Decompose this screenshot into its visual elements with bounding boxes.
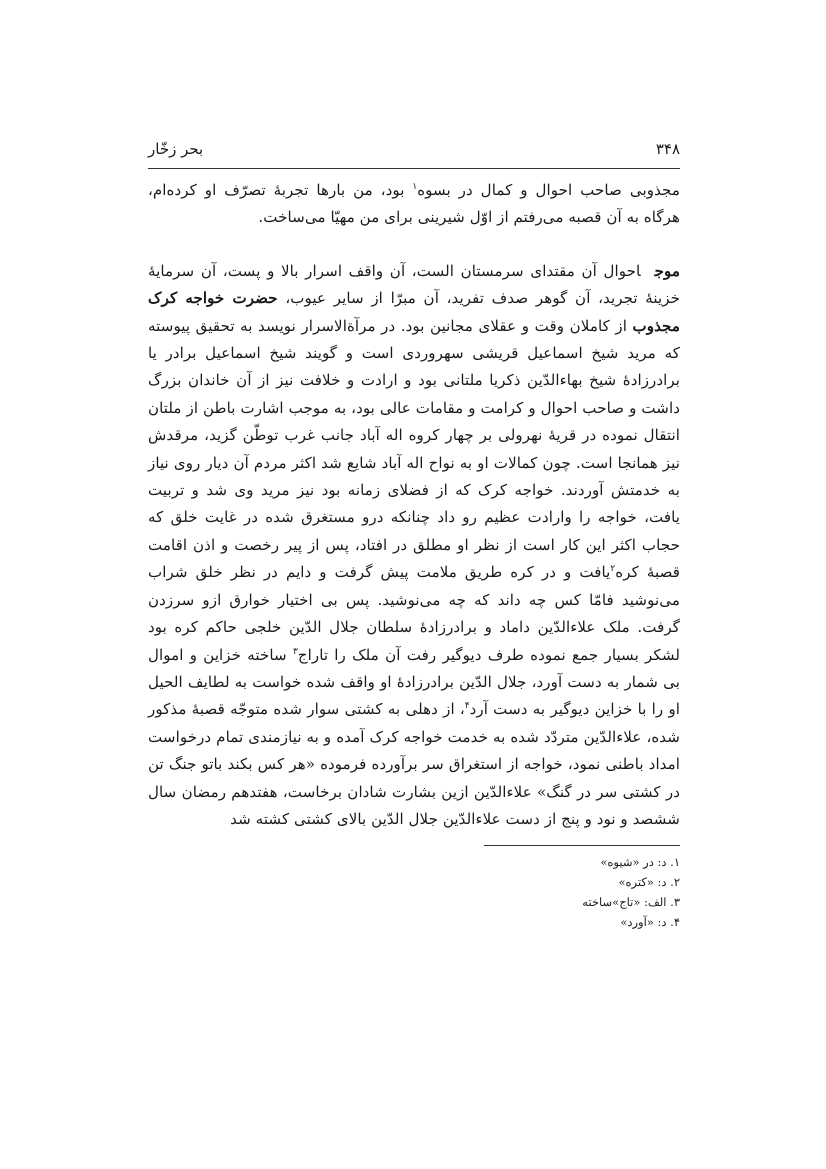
- highlighted-name: حضرت خواجه کرک مجذوب: [148, 289, 680, 335]
- footnote-ref-3[interactable]: ۳: [293, 646, 298, 657]
- footnote-3: ۳. الف: «تاج»ساخته: [582, 895, 680, 910]
- section-heading-mawj: موج: [654, 261, 680, 280]
- paragraph-1: [148, 177, 680, 232]
- footnote-4: ۴. د: «آورد»: [620, 915, 680, 930]
- footnote-ref-1[interactable]: ۱: [412, 181, 418, 192]
- paragraph-2-text-4: ساخته خزاین و اموال بی شمار به دست آورد، جلال الدّین برادرزادهٔ او واقف شده خواست به لطایف الحیل او را با خزاین دیوگیر به دست آرد: [148, 645, 680, 719]
- paragraph-2-text-1: احوال آن مقتدای سرمستان الست، آن واقف اسرار بالا و پست، آن سرمایهٔ خزینهٔ تجرید، آن گوهر صدف تفرید، آن مبرّا از سایر عیوب،: [148, 261, 680, 308]
- paragraph-1-text-a: مجذوبی صاحب احوال و کمال در بسوه: [417, 181, 680, 199]
- footnote-ref-4[interactable]: ۴: [464, 701, 470, 712]
- paragraph-2-text-2: از کاملان وقت و عقلای مجانین بود. در مرآةالاسرار نویسد به تحقیق پیوسته که مرید شیخ اسماعیل قریشی سهروردی است و گویند شیخ اسماعیل برادر یا برادرزادهٔ شیخ بهاءالدّین ذکریا ملتانی بود و ارادت و خلافت نیز از آن خاندان بزرگ داشت و صاحب احوال و کرامت و مقامات عالی بود، به موجب اشارت باطن از ملتان انتقال نموده در قریهٔ نهرولی بر چهار کروه اله آباد جانب غرب توطّن گزید، مرقدش نیز همانجا است. چون کمالات او به نواح اله آباد شایع شد اکثر مردم آن دیار روی نیاز به خدمتش آوردند. خواجه کرک که از فضلای زمانه بود نیز مرید وی شد و تربیت یافت، خواجه را وارادت عظیم رو داد چنانکه درو مستغرق شده در غایت خلق که حجاب اکثر این کار است از نظر او مطلق در افتاد، پس از پیر رخصت و اذن اقامت قصبهٔ کره: [148, 316, 680, 582]
- footnotes: [148, 852, 680, 932]
- page-header: [148, 140, 680, 164]
- paragraph-2-text-3: یافت و در کره طریق ملامت پیش گرفت و دایم در نظر خلق شراب می‌نوشید فامّا کس چه داند که چه می‌نوشید. پس بی اختیار خوارق ازو سرزدن گرفت. ملک علاءالدّین داماد و برادرزادهٔ سلطان جلال الدّین خلجی حاکم کره بود لشکر بسیار جمع نموده طرف دیوگیر رفت آن ملک را تاراج: [148, 563, 680, 664]
- header-rule: [148, 168, 680, 169]
- page-number: ۳۴۸: [655, 140, 680, 158]
- footnote-2: ۲. د: «کتره»: [618, 875, 680, 890]
- book-page: [148, 140, 680, 932]
- paragraph-2-text-5: ، از دهلی به کشتی سوار شده متوجّه قصبهٔ مذکور شده، علاءالدّین متردّد شده به خدمت خواجه کرک آمده و به نیازمندی تمام درخواست امداد باطنی نمود، خواجه از استغراق سر برآورده فرموده «هر کس بکند باتو جنگ تن در کشتی سر در گنگ» علاءالدّین ازین بشارت شادان برخاست، هفتدهم رمضان سال ششصد و نود و پنج از دست علاءالدّین جلال الدّین بالای کشتی کشته شد: [148, 700, 680, 828]
- footnote-1: ۱. د: در «شیوه»: [600, 855, 680, 870]
- footnote-ref-2[interactable]: ۲: [610, 564, 616, 575]
- running-title: بحر زخّار: [148, 140, 204, 158]
- footnote-rule: [484, 845, 680, 846]
- paragraph-1-text-b: بود، من بارها تجربهٔ تصرّف او کرده‌ام، هرگاه به آن قصبه می‌رفتم از اوّل شیرینی برای من مهیّا می‌ساخت.: [148, 181, 680, 227]
- paragraph-2: [148, 258, 680, 834]
